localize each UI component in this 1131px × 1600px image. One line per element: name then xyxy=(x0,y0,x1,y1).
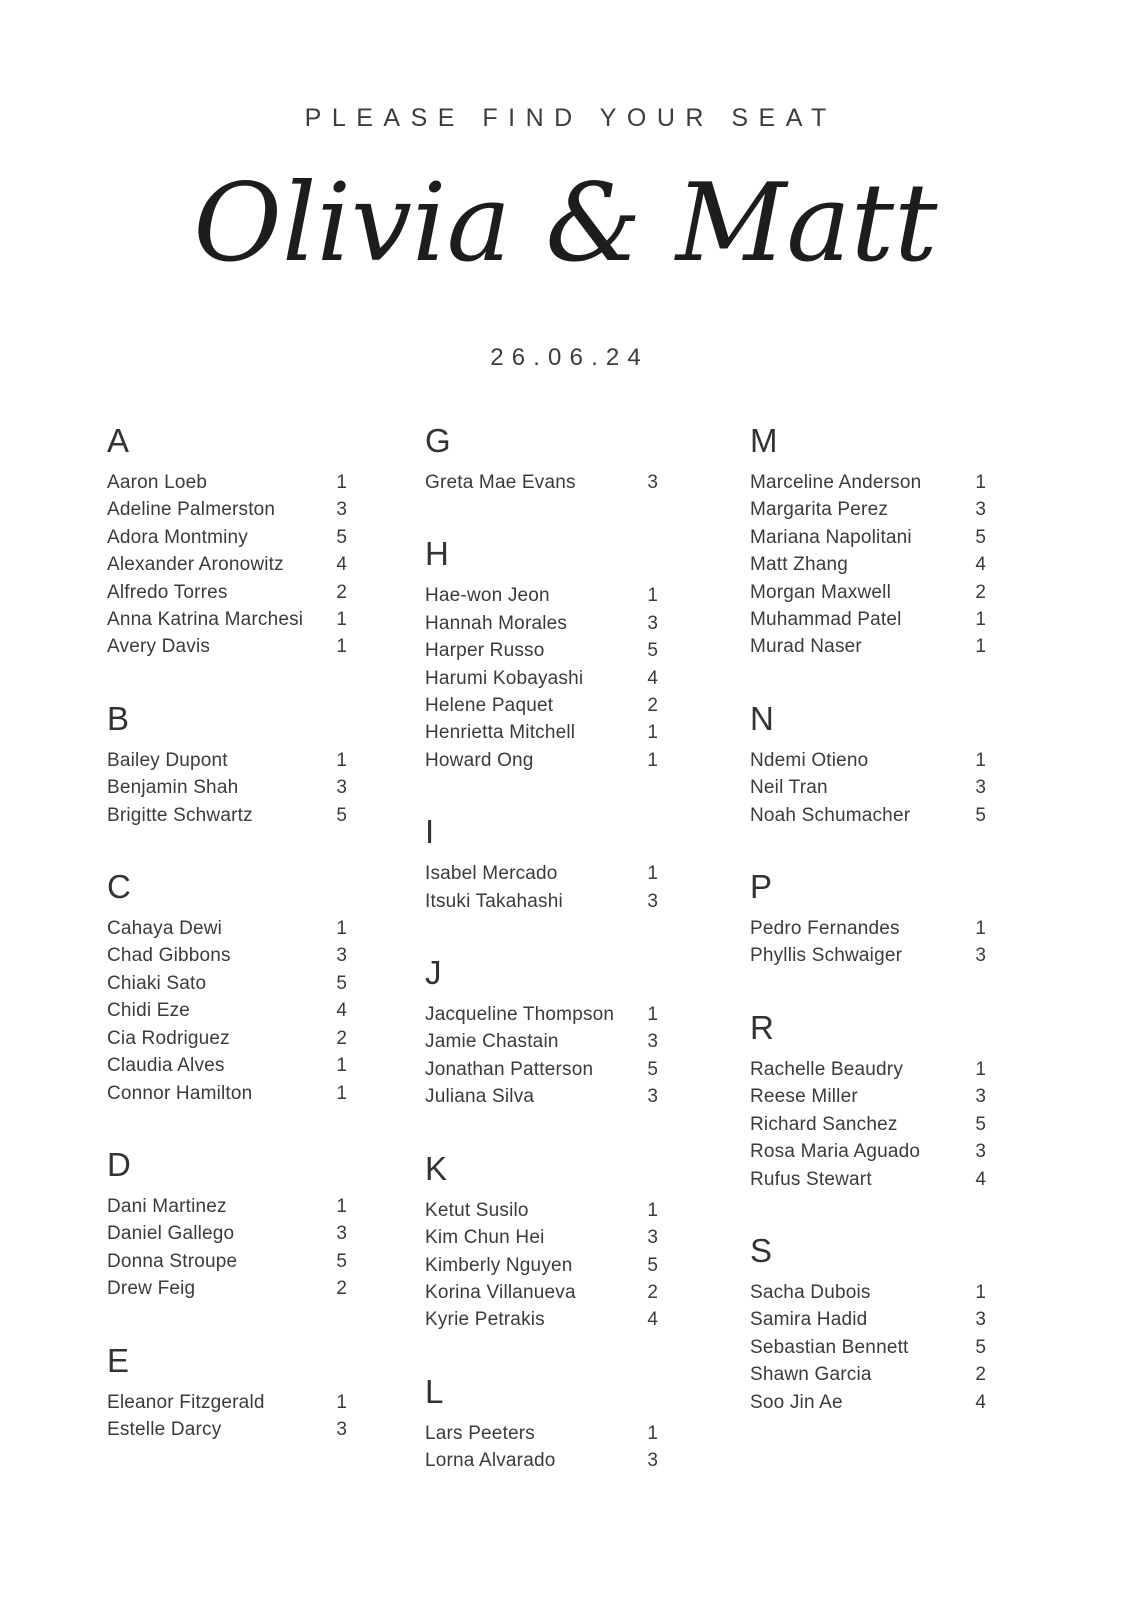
guest-table-number: 4 xyxy=(647,1309,658,1331)
guest-row xyxy=(750,633,986,660)
guest-row xyxy=(107,942,347,969)
guest-name: Korina Villanueva xyxy=(425,1281,576,1303)
guest-row xyxy=(107,1025,347,1052)
section-letter: C xyxy=(107,868,131,906)
guest-table-number: 1 xyxy=(336,1055,347,1077)
guest-row xyxy=(425,1197,658,1224)
guest-row xyxy=(425,610,658,637)
guest-name: Shawn Garcia xyxy=(750,1364,872,1386)
guest-name: Howard Ong xyxy=(425,749,534,771)
guest-table-number: 1 xyxy=(975,749,986,771)
guest-row xyxy=(750,747,986,774)
guest-row xyxy=(425,1056,658,1083)
section-letter: R xyxy=(750,1008,774,1046)
guest-name: Cia Rodriguez xyxy=(107,1027,230,1049)
guest-row xyxy=(750,1166,986,1193)
guest-name: Sacha Dubois xyxy=(750,1281,871,1303)
guest-table-number: 1 xyxy=(647,863,658,885)
guest-name: Marceline Anderson xyxy=(750,472,922,493)
section-letter: E xyxy=(107,1341,130,1379)
guest-row xyxy=(107,633,347,660)
guest-row xyxy=(750,1083,986,1110)
guest-table-number: 2 xyxy=(647,695,658,717)
guest-name: Juliana Silva xyxy=(425,1086,535,1108)
guest-name: Greta Mae Evans xyxy=(425,472,576,493)
guest-table-number: 1 xyxy=(647,585,658,607)
guest-row xyxy=(107,1389,347,1416)
guest-row xyxy=(750,496,986,523)
guest-column-left xyxy=(107,419,347,1479)
guest-row xyxy=(425,719,658,746)
guest-table-number: 2 xyxy=(975,581,986,603)
guest-table-number: 3 xyxy=(647,1086,658,1108)
guest-row xyxy=(425,637,658,664)
letter-section-P xyxy=(750,865,986,970)
guest-row xyxy=(425,747,658,774)
guest-table-number: 5 xyxy=(336,804,347,826)
guest-name: Cahaya Dewi xyxy=(107,918,223,940)
guest-row xyxy=(425,469,658,496)
guest-row xyxy=(107,970,347,997)
section-letter: D xyxy=(107,1145,131,1183)
guest-row xyxy=(750,606,986,633)
guest-row xyxy=(107,1052,347,1079)
guest-row xyxy=(750,551,986,578)
guest-row xyxy=(425,1001,658,1028)
guest-row xyxy=(107,1248,347,1275)
guest-table-number: 5 xyxy=(647,1058,658,1080)
guest-row xyxy=(750,1361,986,1388)
letter-section-L xyxy=(425,1370,658,1475)
guest-table-number: 1 xyxy=(975,1281,986,1303)
letter-section-H xyxy=(425,532,658,774)
guest-name: Neil Tran xyxy=(750,777,828,799)
guest-row xyxy=(107,747,347,774)
guest-name: Jacqueline Thompson xyxy=(425,1004,615,1026)
guest-table-number: 2 xyxy=(647,1281,658,1303)
guest-name: Chidi Eze xyxy=(107,1000,191,1022)
guest-row xyxy=(425,1252,658,1279)
guest-table-number: 5 xyxy=(975,804,986,826)
guest-table-number: 1 xyxy=(336,918,347,940)
guest-row xyxy=(107,1220,347,1247)
guest-name: Richard Sanchez xyxy=(750,1113,898,1135)
guest-table-number: 3 xyxy=(975,1086,986,1108)
guest-table-number: 5 xyxy=(647,1254,658,1276)
guest-name: Avery Davis xyxy=(107,636,211,658)
guest-row xyxy=(750,579,986,606)
guest-name: Soo Jin Ae xyxy=(750,1391,843,1413)
guest-row xyxy=(107,606,347,633)
guest-table-number: 4 xyxy=(336,554,347,576)
guest-name: Adeline Palmerston xyxy=(107,499,276,521)
guest-table-number: 1 xyxy=(336,1082,347,1104)
guest-table-number: 3 xyxy=(647,1227,658,1249)
letter-section-J xyxy=(425,951,658,1111)
section-letter: P xyxy=(750,868,773,906)
guest-name: Jamie Chastain xyxy=(425,1031,559,1053)
guest-name: Drew Feig xyxy=(107,1278,196,1300)
guest-name: Samira Hadid xyxy=(750,1309,868,1331)
guest-table-number: 2 xyxy=(336,1027,347,1049)
guest-table-number: 1 xyxy=(647,749,658,771)
guest-name: Henrietta Mitchell xyxy=(425,722,576,744)
guest-name: Pedro Fernandes xyxy=(750,918,900,940)
guest-table-number: 3 xyxy=(336,499,347,521)
guest-name: Eleanor Fitzgerald xyxy=(107,1391,265,1413)
guest-table-number: 1 xyxy=(336,1391,347,1413)
section-letter: G xyxy=(425,422,451,459)
guest-name: Claudia Alves xyxy=(107,1055,225,1077)
guest-row xyxy=(107,496,347,523)
guest-name: Kimberly Nguyen xyxy=(425,1254,573,1276)
guest-name: Rachelle Beaudry xyxy=(750,1058,904,1080)
letter-section-A xyxy=(107,419,347,661)
section-letter: L xyxy=(425,1372,444,1410)
section-letter: M xyxy=(750,422,778,459)
guest-row xyxy=(425,1083,658,1110)
guest-name: Reese Miller xyxy=(750,1086,858,1108)
guest-row xyxy=(425,692,658,719)
guest-row xyxy=(425,1306,658,1333)
guest-name: Anna Katrina Marchesi xyxy=(107,609,304,631)
guest-name: Ketut Susilo xyxy=(425,1199,529,1221)
guest-table-number: 1 xyxy=(975,918,986,940)
section-letter: H xyxy=(425,535,449,573)
guest-row xyxy=(425,1447,658,1474)
guest-row xyxy=(107,551,347,578)
guest-row xyxy=(107,579,347,606)
guest-table-number: 1 xyxy=(975,609,986,631)
guest-row xyxy=(750,1279,986,1306)
guest-name: Daniel Gallego xyxy=(107,1223,235,1245)
guest-table-number: 3 xyxy=(336,1223,347,1245)
letter-section-M xyxy=(750,419,986,661)
guest-table-number: 3 xyxy=(647,1031,658,1053)
guest-column-middle xyxy=(425,419,658,1511)
guest-name: Noah Schumacher xyxy=(750,804,911,826)
guest-name: Lars Peeters xyxy=(425,1422,535,1444)
guest-row xyxy=(107,774,347,801)
letter-section-K xyxy=(425,1147,658,1334)
letter-section-C xyxy=(107,865,347,1107)
guest-name: Donna Stroupe xyxy=(107,1250,238,1272)
guest-table-number: 5 xyxy=(647,640,658,662)
guest-table-number: 1 xyxy=(336,609,347,631)
guest-row xyxy=(107,1275,347,1302)
guest-row xyxy=(107,1416,347,1443)
guest-table-number: 5 xyxy=(975,1336,986,1358)
section-letter: K xyxy=(425,1149,448,1187)
letter-section-B xyxy=(107,697,347,829)
guest-table-number: 5 xyxy=(336,1250,347,1272)
section-letter: J xyxy=(425,954,442,992)
guest-row xyxy=(107,1193,347,1220)
guest-name: Kyrie Petrakis xyxy=(425,1309,545,1331)
guest-name: Chad Gibbons xyxy=(107,945,231,967)
letter-section-N xyxy=(750,697,986,829)
couple-names-title: Olivia & Matt xyxy=(193,161,938,286)
guest-table-number: 3 xyxy=(336,777,347,799)
guest-name: Margarita Perez xyxy=(750,499,889,521)
guest-name: Harper Russo xyxy=(425,640,545,662)
guest-row xyxy=(750,469,986,496)
guest-name: Jonathan Patterson xyxy=(425,1058,594,1080)
guest-row xyxy=(425,1224,658,1251)
guest-table-number: 3 xyxy=(975,1309,986,1331)
guest-row xyxy=(750,1111,986,1138)
guest-column-right xyxy=(750,419,986,1452)
guest-row xyxy=(425,582,658,609)
guest-table-number: 1 xyxy=(647,1422,658,1444)
guest-table-number: 1 xyxy=(975,1058,986,1080)
guest-row xyxy=(750,915,986,942)
section-letter: N xyxy=(750,699,774,737)
guest-row xyxy=(425,665,658,692)
guest-row xyxy=(425,1279,658,1306)
guest-name: Aaron Loeb xyxy=(107,472,208,493)
guest-row xyxy=(107,469,347,496)
guest-name: Hae-won Jeon xyxy=(425,585,550,607)
guest-table-number: 1 xyxy=(336,636,347,658)
guest-table-number: 4 xyxy=(975,1391,986,1413)
guest-name: Adora Montminy xyxy=(107,526,248,548)
guest-row xyxy=(750,524,986,551)
guest-name: Rosa Maria Aguado xyxy=(750,1141,921,1163)
guest-row xyxy=(425,1420,658,1447)
guest-row xyxy=(750,802,986,829)
guest-table-number: 3 xyxy=(975,945,986,967)
guest-table-number: 1 xyxy=(647,1199,658,1221)
guest-table-number: 3 xyxy=(975,499,986,521)
section-letter: A xyxy=(107,422,130,459)
guest-name: Alfredo Torres xyxy=(107,581,228,603)
guest-name: Alexander Aronowitz xyxy=(107,554,284,576)
guest-name: Isabel Mercado xyxy=(425,863,558,885)
guest-name: Muhammad Patel xyxy=(750,609,902,631)
guest-table-number: 1 xyxy=(975,636,986,658)
guest-row xyxy=(107,524,347,551)
guest-row xyxy=(107,915,347,942)
guest-table-number: 3 xyxy=(647,472,658,493)
guest-table-number: 3 xyxy=(647,1450,658,1472)
guest-row xyxy=(107,1080,347,1107)
letter-section-G xyxy=(425,419,658,496)
guest-table-number: 1 xyxy=(647,722,658,744)
guest-name: Kim Chun Hei xyxy=(425,1227,545,1249)
guest-row xyxy=(750,1056,986,1083)
guest-table-number: 3 xyxy=(336,1418,347,1440)
guest-name: Benjamin Shah xyxy=(107,777,239,799)
guest-row xyxy=(750,774,986,801)
letter-section-R xyxy=(750,1006,986,1193)
guest-table-number: 5 xyxy=(975,1113,986,1135)
guest-name: Phyllis Schwaiger xyxy=(750,945,903,967)
guest-row xyxy=(750,1306,986,1333)
guest-table-number: 1 xyxy=(336,472,347,493)
guest-table-number: 4 xyxy=(975,554,986,576)
wedding-date: 26.06.24 xyxy=(490,344,649,371)
guest-name: Itsuki Takahashi xyxy=(425,890,563,912)
section-letter: I xyxy=(425,813,435,851)
guest-table-number: 3 xyxy=(647,612,658,634)
guest-name: Dani Martinez xyxy=(107,1195,227,1217)
guest-table-number: 3 xyxy=(975,1141,986,1163)
guest-table-number: 5 xyxy=(336,972,347,994)
guest-table-number: 1 xyxy=(336,1195,347,1217)
guest-table-number: 3 xyxy=(336,945,347,967)
guest-name: Ndemi Otieno xyxy=(750,749,869,771)
section-letter: B xyxy=(107,699,130,737)
guest-name: Matt Zhang xyxy=(750,554,849,576)
guest-name: Lorna Alvarado xyxy=(425,1450,556,1472)
guest-name: Helene Paquet xyxy=(425,695,554,717)
guest-name: Estelle Darcy xyxy=(107,1418,222,1440)
guest-row xyxy=(425,888,658,915)
guest-table-number: 2 xyxy=(336,1278,347,1300)
guest-row xyxy=(750,1334,986,1361)
guest-name: Sebastian Bennett xyxy=(750,1336,909,1358)
find-your-seat-heading: PLEASE FIND YOUR SEAT xyxy=(304,104,837,132)
guest-name: Connor Hamilton xyxy=(107,1082,253,1104)
guest-table-number: 2 xyxy=(336,581,347,603)
guest-table-number: 2 xyxy=(975,1364,986,1386)
guest-name: Murad Naser xyxy=(750,636,862,658)
guest-table-number: 4 xyxy=(336,1000,347,1022)
guest-table-number: 5 xyxy=(336,526,347,548)
guest-table-number: 4 xyxy=(975,1168,986,1190)
guest-row xyxy=(750,1389,986,1416)
guest-row xyxy=(425,860,658,887)
guest-row xyxy=(750,1138,986,1165)
guest-row xyxy=(750,942,986,969)
guest-table-number: 3 xyxy=(975,777,986,799)
guest-name: Rufus Stewart xyxy=(750,1168,872,1190)
letter-section-S xyxy=(750,1229,986,1416)
guest-name: Mariana Napolitani xyxy=(750,526,912,548)
guest-name: Brigitte Schwartz xyxy=(107,804,253,826)
guest-row xyxy=(107,802,347,829)
guest-table-number: 1 xyxy=(336,749,347,771)
letter-section-I xyxy=(425,810,658,915)
guest-name: Chiaki Sato xyxy=(107,972,207,994)
guest-name: Morgan Maxwell xyxy=(750,581,891,603)
guest-row xyxy=(425,1028,658,1055)
guest-table-number: 3 xyxy=(647,890,658,912)
section-letter: S xyxy=(750,1231,773,1269)
guest-name: Bailey Dupont xyxy=(107,749,228,771)
guest-table-number: 1 xyxy=(647,1004,658,1026)
letter-section-E xyxy=(107,1339,347,1444)
guest-table-number: 4 xyxy=(647,667,658,689)
guest-table-number: 1 xyxy=(975,472,986,493)
letter-section-D xyxy=(107,1143,347,1303)
guest-name: Hannah Morales xyxy=(425,612,568,634)
guest-table-number: 5 xyxy=(975,526,986,548)
guest-row xyxy=(107,997,347,1024)
guest-name: Harumi Kobayashi xyxy=(425,667,584,689)
